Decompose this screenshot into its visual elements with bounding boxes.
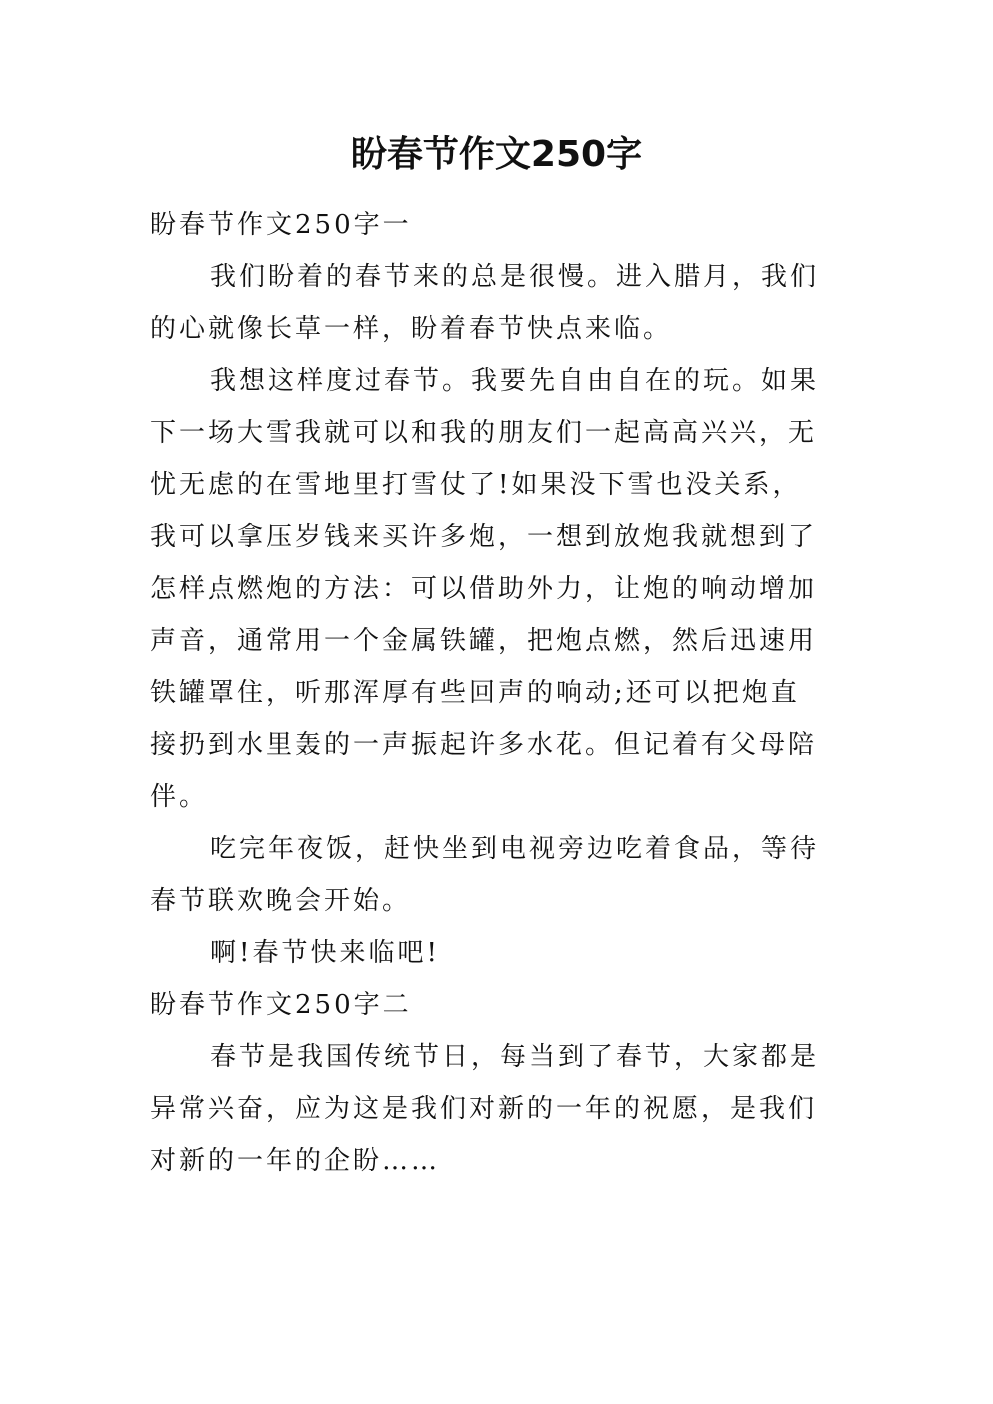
section-heading: 盼春节作文250字二 — [150, 990, 412, 1020]
document-title: 盼春节作文250字 — [350, 134, 643, 175]
paragraph-line: 异常兴奋，应为这是我们对新的一年的祝愿，是我们 — [150, 1094, 818, 1124]
paragraph-line: 吃完年夜饭，赶快坐到电视旁边吃着食品，等待 — [210, 834, 820, 864]
paragraph-line: 接扔到水里轰的一声振起许多水花。但记着有父母陪 — [150, 730, 818, 760]
paragraph-line: 春节是我国传统节日，每当到了春节，大家都是 — [210, 1042, 820, 1072]
paragraph-line: 声音，通常用一个金属铁罐，把炮点燃，然后迅速用 — [150, 626, 818, 656]
paragraph-line: 对新的一年的企盼…… — [150, 1146, 441, 1176]
paragraph-line: 的心就像长草一样，盼着春节快点来临。 — [150, 314, 673, 344]
paragraph-line: 怎样点燃炮的方法：可以借助外力，让炮的响动增加 — [150, 574, 818, 604]
document-body — [150, 199, 850, 1187]
paragraph-line: 啊!春节快来临吧! — [210, 938, 440, 968]
paragraph-line: 忧无虑的在雪地里打雪仗了!如果没下雪也没关系， — [150, 470, 802, 500]
paragraph-line: 下一场大雪我就可以和我的朋友们一起高高兴兴，无 — [150, 418, 818, 448]
paragraph-line: 伴。 — [150, 782, 209, 812]
paragraph — [150, 251, 850, 355]
paragraph — [150, 823, 850, 927]
section-heading: 盼春节作文250字一 — [150, 210, 412, 240]
paragraph-line: 铁罐罩住，听那浑厚有些回声的响动;还可以把炮直 — [150, 678, 800, 708]
paragraph — [150, 927, 850, 979]
paragraph-line: 我可以拿压岁钱来买许多炮，一想到放炮我就想到了 — [150, 522, 818, 552]
paragraph-line: 我们盼着的春节来的总是很慢。进入腊月，我们 — [210, 262, 820, 292]
paragraph — [150, 1031, 850, 1187]
paragraph-line: 我想这样度过春节。我要先自由自在的玩。如果 — [210, 366, 820, 396]
paragraph — [150, 355, 850, 823]
paragraph-line: 春节联欢晚会开始。 — [150, 886, 412, 916]
